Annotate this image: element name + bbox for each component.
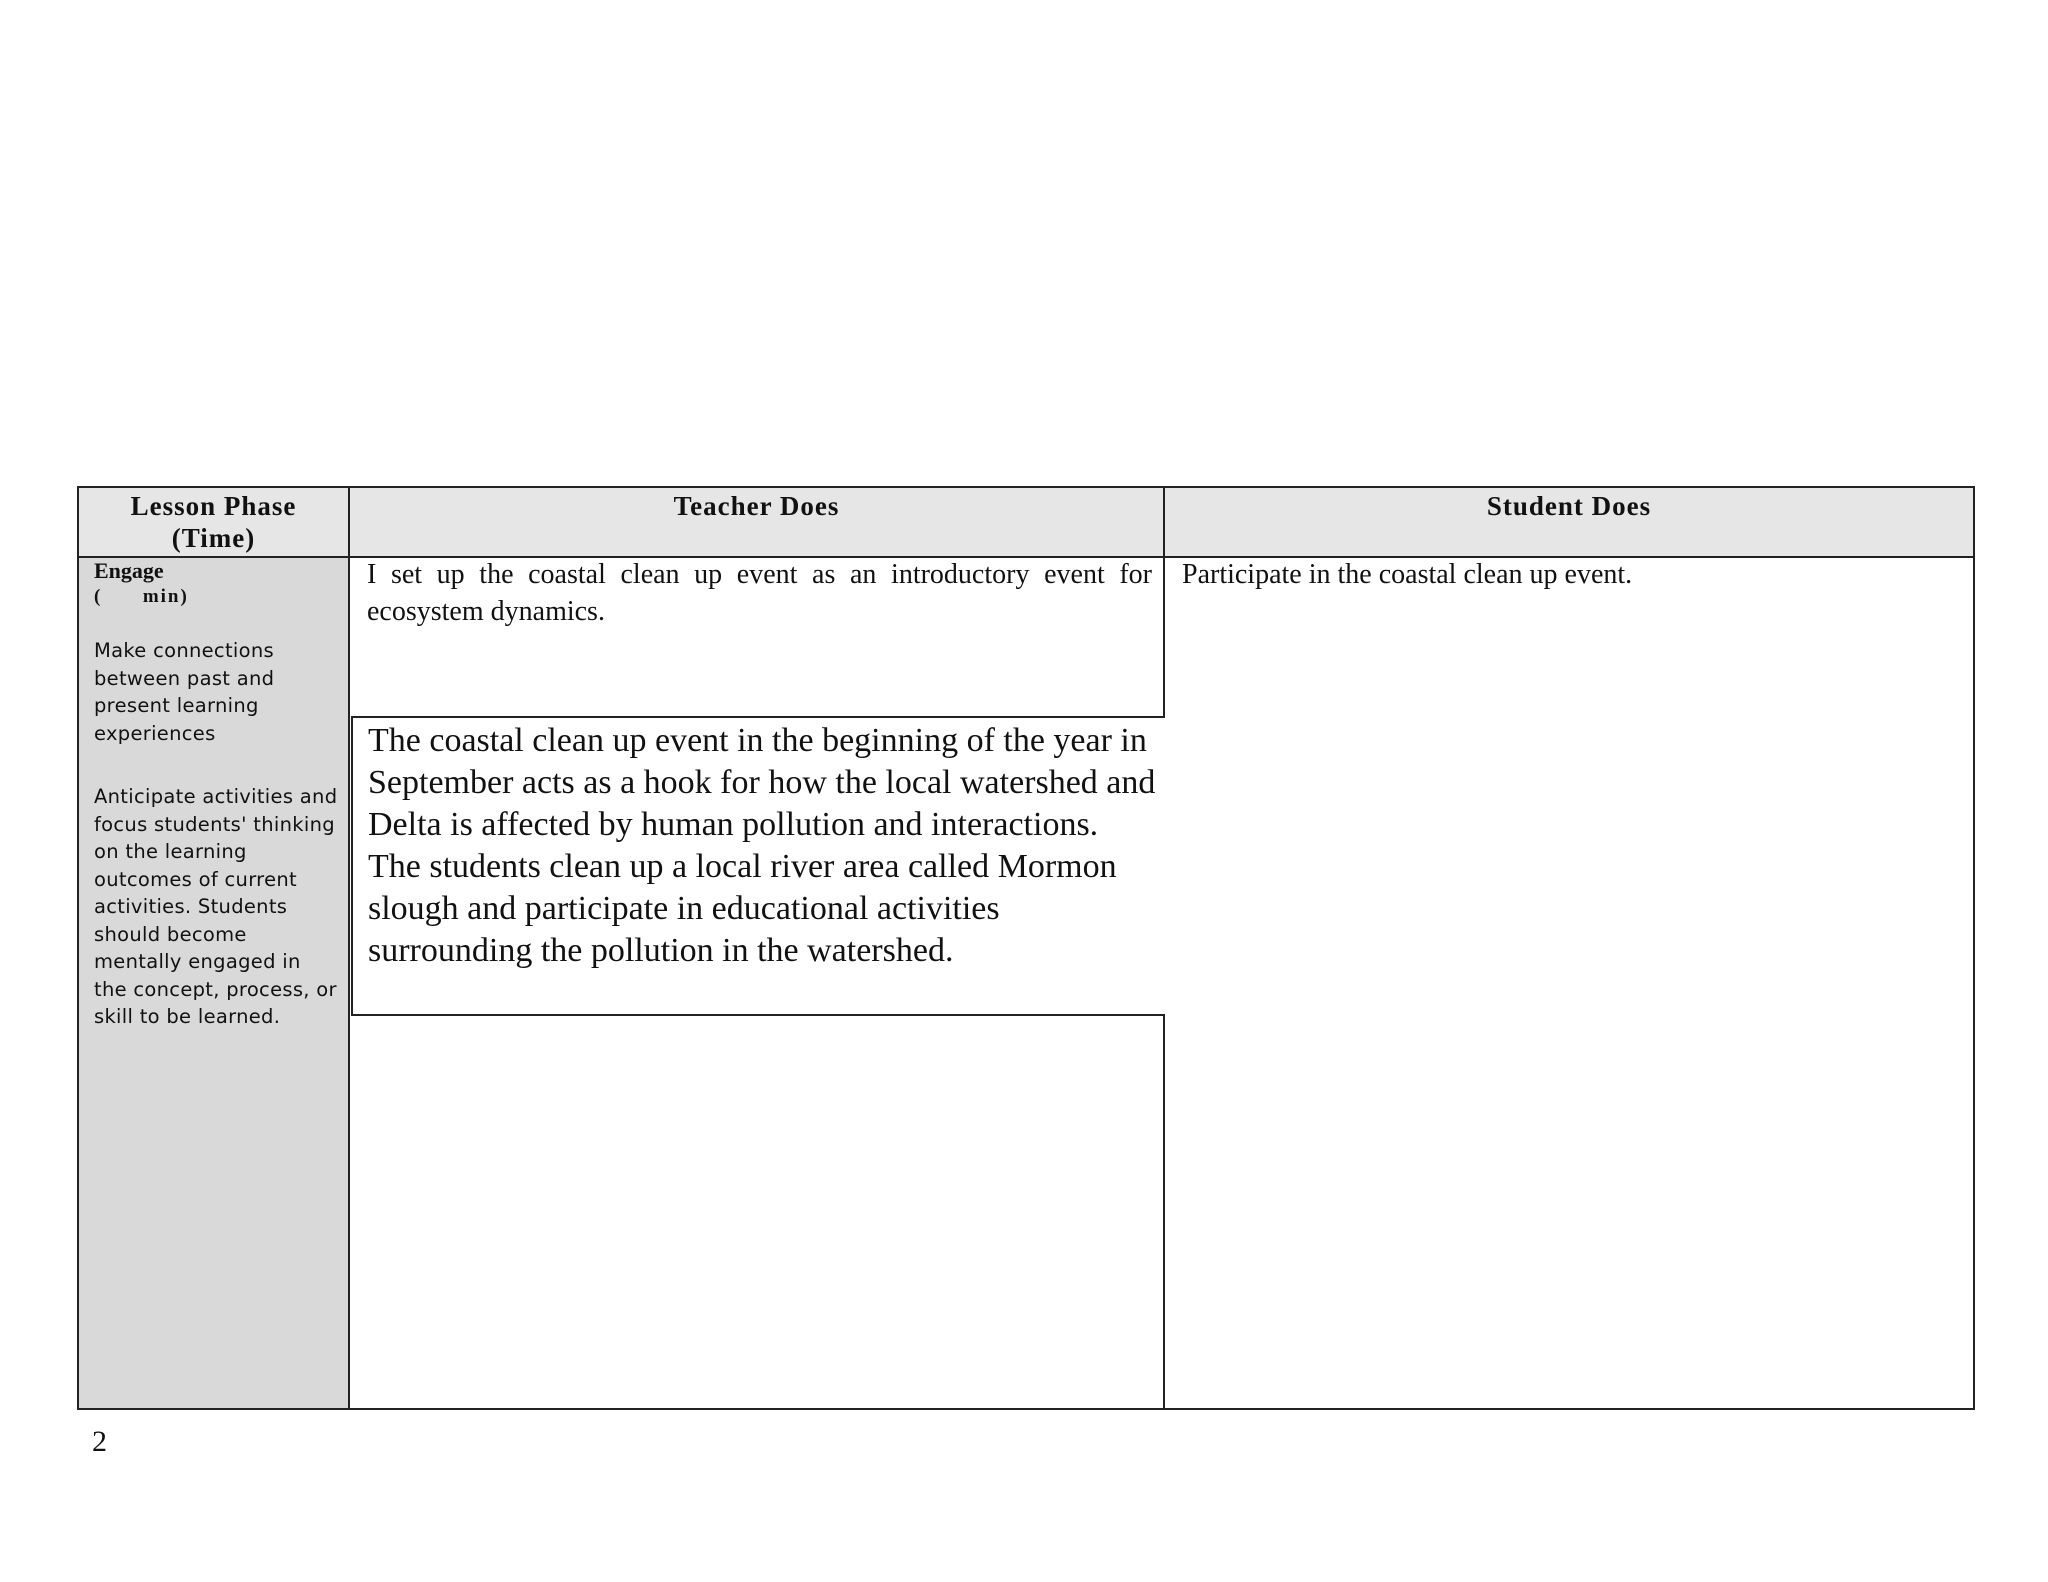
header-teacher-does: [350, 488, 1163, 556]
header-student-does-label: Student Does: [1486, 491, 1652, 521]
header-lesson-phase-line2: (Time): [171, 523, 256, 553]
phase-time: ( min): [94, 586, 189, 607]
teacher-intro-text: I set up the coastal clean up event as an introductory event for ecosystem dynamics.: [367, 559, 1152, 627]
page-number: 2: [92, 1425, 107, 1458]
header-lesson-phase: [79, 488, 348, 556]
phase-description-anticipate: Anticipate activities and focus students' thinking on the learning outcomes of current activities. Students should become mentally engaged in the concept, process, or skill to be learned.: [94, 785, 338, 1028]
phase-description-connections: Make connections between past and present learning experiences: [94, 639, 275, 745]
header-teacher-does-label: Teacher Does: [673, 491, 840, 521]
student-does-text: Participate in the coastal clean up event.: [1182, 559, 1633, 590]
column-divider-1: [348, 488, 350, 1408]
hook-text-box: [351, 716, 1165, 1016]
header-student-does: [1165, 488, 1973, 556]
lesson-plan-table: [77, 486, 1975, 1410]
teacher-hook-text: The coastal clean up event in the beginning of the year in September acts as a hook for how the local watershed and Delta is affected by human pollution and interactions. The students clean up a local river area called Mormon slough and participate in educational activities surrounding the pollution in the watershed.: [368, 722, 1156, 969]
header-lesson-phase-line1: Lesson Phase: [130, 491, 297, 521]
phase-title: Engage: [94, 558, 164, 583]
